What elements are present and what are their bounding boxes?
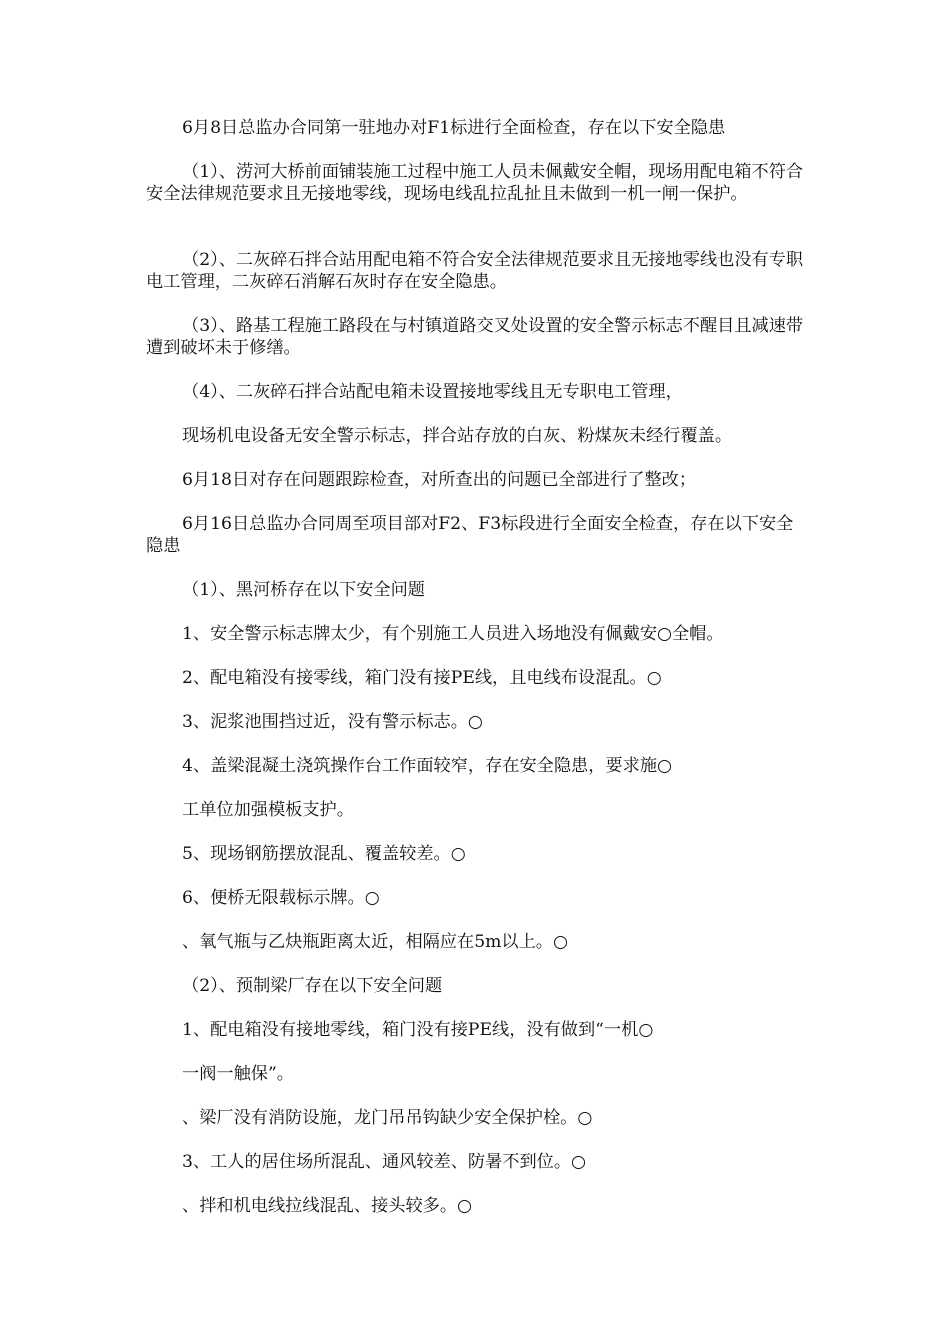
paragraph-intro-f1: 6月8日总监办合同第一驻地办对F1标进行全面检查，存在以下安全隐患 <box>182 118 726 138</box>
paragraph-yard-4: 、拌和机电线拉线混乱、接头较多。○ <box>182 1196 472 1216</box>
paragraph-yard-1: 1、配电箱没有接地零线，箱门没有接PE线，没有做到“一机○ <box>182 1020 654 1040</box>
paragraph-section-precast-yard: （2）、预制梁厂存在以下安全问题 <box>182 976 443 996</box>
paragraph-yard-3: 3、工人的居住场所混乱、通风较差、防暑不到位。○ <box>182 1152 587 1172</box>
paragraph-yard-1-continued: 一阀一触保”。 <box>182 1064 294 1084</box>
paragraph-followup: 6月18日对存在问题跟踪检查，对所查出的问题已全部进行了整改； <box>182 470 697 490</box>
paragraph-heihe-2: 2、配电箱没有接零线，箱门没有接PE线，且电线布设混乱。○ <box>182 668 662 688</box>
paragraph-item-4-continued: 现场机电设备无安全警示标志，拌合站存放的白灰、粉煤灰未经行覆盖。 <box>182 426 733 446</box>
paragraph-heihe-4: 4、盖梁混凝土浇筑操作台工作面较窄，存在安全隐患，要求施○ <box>182 756 672 776</box>
paragraph-heihe-3: 3、泥浆池围挡过近，没有警示标志。○ <box>182 712 483 732</box>
paragraph-heihe-6: 6、便桥无限载标示牌。○ <box>182 888 380 908</box>
paragraph-item-1: （1）、涝河大桥前面铺装施工过程中施工人员未佩戴安全帽，现场用配电箱不符合安全法律规范要求且无接地零线，现场电线乱拉乱扯且未做到一机一闸一保护。 <box>146 162 804 204</box>
paragraph-heihe-4-continued: 工单位加强模板支护。 <box>182 800 354 820</box>
paragraph-intro-f2-f3: 6月16日总监办合同周至项目部对F2、F3标段进行全面安全检查，存在以下安全隐患 <box>146 514 794 556</box>
paragraph-heihe-7: 、氧气瓶与乙炔瓶距离太近，相隔应在5m以上。○ <box>182 932 568 952</box>
paragraph-section-heihe-bridge: （1）、黑河桥存在以下安全问题 <box>182 580 425 600</box>
paragraph-item-3: （3）、路基工程施工路段在与村镇道路交叉处设置的安全警示标志不醒目且减速带遭到破坏未于修缮。 <box>146 316 804 358</box>
paragraph-yard-2: 、梁厂没有消防设施，龙门吊吊钩缺少安全保护栓。○ <box>182 1108 593 1128</box>
paragraph-item-2: （2）、二灰碎石拌合站用配电箱不符合安全法律规范要求且无接地零线也没有专职电工管理，二灰碎石消解石灰时存在安全隐患。 <box>146 250 804 292</box>
paragraph-item-4: （4）、二灰碎石拌合站配电箱未设置接地零线且无专职电工管理， <box>182 382 683 402</box>
paragraph-heihe-5: 5、现场钢筋摆放混乱、覆盖较差。○ <box>182 844 466 864</box>
paragraph-heihe-1: 1、安全警示标志牌太少，有个别施工人员进入场地没有佩戴安○全帽。 <box>182 624 724 644</box>
